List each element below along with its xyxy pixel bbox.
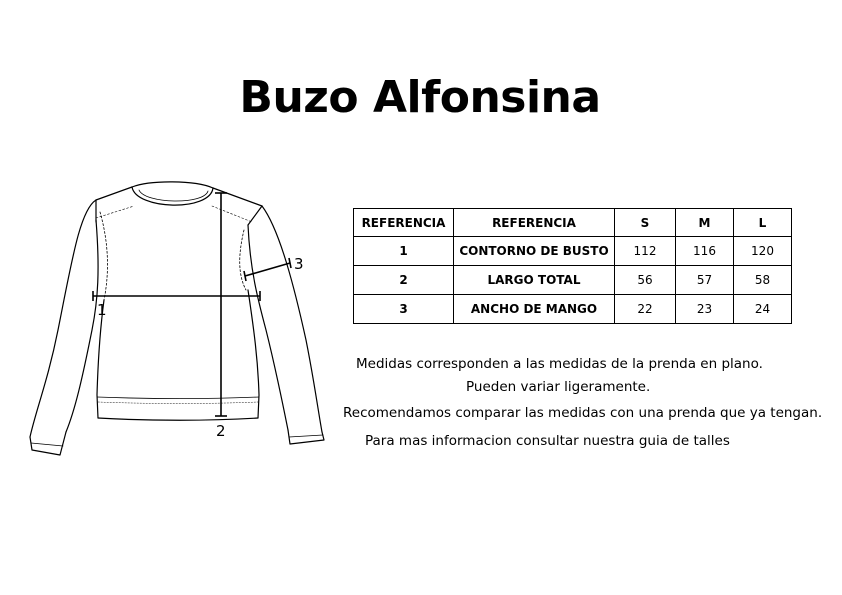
note-medidas: Medidas corresponden a las medidas de la prenda en plano. <box>356 356 763 372</box>
label-3: 3 <box>294 255 304 273</box>
left-cuff-line <box>31 443 63 446</box>
row-l: 120 <box>734 237 792 266</box>
page-title: Buzo Alfonsina <box>239 72 601 123</box>
row-name: ANCHO DE MANGO <box>454 295 615 324</box>
neckline <box>132 182 213 188</box>
hem <box>98 418 258 420</box>
right-sleeve-inner <box>248 225 288 430</box>
left-sleeve-inner <box>66 220 98 432</box>
header-referencia-2: REFERENCIA <box>454 209 615 237</box>
right-armhole <box>240 230 246 290</box>
hem-rib <box>97 397 259 399</box>
header-l: L <box>734 209 792 237</box>
row-ref: 2 <box>354 266 454 295</box>
row-l: 58 <box>734 266 792 295</box>
left-armhole <box>100 212 107 300</box>
right-cuff-line <box>289 435 323 437</box>
note-variar: Pueden variar ligeramente. <box>466 379 651 395</box>
header-s: S <box>615 209 676 237</box>
right-body-side <box>248 290 259 418</box>
size-table <box>353 208 792 324</box>
row-s: 112 <box>615 237 676 266</box>
table-row <box>354 266 792 295</box>
neck-rib-inner <box>139 190 208 201</box>
table-header-row <box>354 209 792 237</box>
note-recomendamos: Recomendamos comparar las medidas con una prenda que ya tengan. <box>343 405 823 421</box>
header-referencia: REFERENCIA <box>354 209 454 237</box>
row-l: 24 <box>734 295 792 324</box>
row-ref: 3 <box>354 295 454 324</box>
label-2: 2 <box>216 422 226 440</box>
note-informacion: Para mas informacion consultar nuestra guia de talles <box>365 433 730 449</box>
table-row <box>354 237 792 266</box>
row-m: 57 <box>676 266 734 295</box>
hem-rib-2 <box>98 402 258 404</box>
row-name: CONTORNO DE BUSTO <box>454 237 615 266</box>
row-s: 22 <box>615 295 676 324</box>
row-s: 56 <box>615 266 676 295</box>
neck-rib-outer <box>132 187 213 205</box>
left-shoulder <box>96 187 132 200</box>
table-row <box>354 295 792 324</box>
right-sleeve-seam <box>248 206 262 225</box>
right-yoke <box>212 206 252 222</box>
header-m: M <box>676 209 734 237</box>
row-ref: 1 <box>354 237 454 266</box>
row-name: LARGO TOTAL <box>454 266 615 295</box>
row-m: 23 <box>676 295 734 324</box>
left-yoke <box>96 206 134 218</box>
row-m: 116 <box>676 237 734 266</box>
label-1: 1 <box>97 301 107 319</box>
left-sleeve-outer <box>30 200 96 437</box>
right-sleeve-outer <box>262 206 322 432</box>
